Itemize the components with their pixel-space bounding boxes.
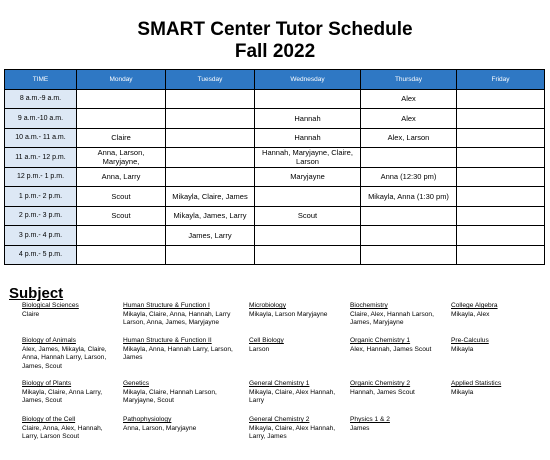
subject-name: Pathophysiology (123, 416, 172, 423)
monday-cell: Scout (77, 187, 166, 207)
wednesday-cell (255, 245, 361, 265)
subject-name: Applied Statistics (451, 380, 502, 387)
table-row (5, 187, 545, 207)
subject-entry (22, 302, 118, 319)
subject-name: Biological Sciences (22, 302, 79, 309)
tuesday-cell: Mikayla, James, Larry (166, 206, 255, 226)
time-cell: 11 a.m.- 12 p.m. (5, 148, 77, 168)
subject-tutors: James (350, 424, 370, 432)
header-monday: Monday (77, 70, 166, 90)
subject-tutors: Mikayla, Larson Maryjayne (249, 310, 328, 318)
subject-entry (123, 302, 245, 328)
subject-name: Biology of the Cell (22, 416, 76, 423)
page-subtitle: Fall 2022 (234, 41, 316, 62)
subject-tutors: Claire, Anna, Alex, Hannah, Larry, Larson Scout (22, 424, 103, 441)
monday-cell: Claire (77, 128, 166, 148)
tuesday-cell (166, 109, 255, 129)
subject-name: Biochemistry (350, 302, 388, 309)
subject-name: College Algebra (451, 302, 498, 309)
wednesday-cell: Hannah (255, 128, 361, 148)
thursday-cell (361, 206, 457, 226)
subject-entry (350, 380, 446, 397)
subject-entry (350, 302, 446, 328)
table-row (5, 245, 545, 265)
header-time: TIME (5, 70, 77, 90)
tuesday-cell (166, 128, 255, 148)
subject-entry (123, 416, 245, 433)
time-cell: 12 p.m.- 1 p.m. (5, 167, 77, 187)
subject-name: Pre-Calculus (451, 337, 489, 344)
thursday-cell: Alex (361, 89, 457, 109)
friday-cell (457, 148, 545, 168)
subject-entry (451, 302, 547, 319)
tuesday-cell (166, 245, 255, 265)
table-row (5, 226, 545, 246)
header-friday: Friday (457, 70, 545, 90)
time-cell: 8 a.m.-9 a.m. (5, 89, 77, 109)
wednesday-cell: Hannah, Maryjayne, Claire, Larson (255, 148, 361, 168)
subject-tutors: Mikayla, Anna, Hannah Larry, Larson, James (123, 345, 233, 362)
subject-entry (22, 337, 118, 371)
subject-tutors: Mikayla (451, 345, 474, 353)
tuesday-cell: Mikayla, Claire, James (166, 187, 255, 207)
subject-entry (22, 416, 118, 442)
table-row (5, 167, 545, 187)
monday-cell: Scout (77, 206, 166, 226)
header-tuesday: Tuesday (166, 70, 255, 90)
subject-entry (249, 380, 345, 406)
time-cell: 10 a.m.- 11 a.m. (5, 128, 77, 148)
page-title: SMART Center Tutor Schedule (137, 19, 413, 40)
subject-entry (451, 380, 547, 397)
friday-cell (457, 187, 545, 207)
subject-name: Biology of Plants (22, 380, 72, 387)
subject-entry (350, 337, 446, 354)
subject-tutors: Claire (22, 310, 40, 318)
subject-tutors: Hannah, James Scout (350, 388, 415, 396)
subject-entry (123, 380, 245, 406)
subject-entry (123, 337, 245, 363)
table-row (5, 109, 545, 129)
friday-cell (457, 167, 545, 187)
time-cell: 3 p.m.- 4 p.m. (5, 226, 77, 246)
friday-cell (457, 245, 545, 265)
subject-name: General Chemistry 1 (249, 380, 310, 387)
thursday-cell: Anna (12:30 pm) (361, 167, 457, 187)
friday-cell (457, 128, 545, 148)
thursday-cell (361, 148, 457, 168)
header-wednesday: Wednesday (255, 70, 361, 90)
thursday-cell (361, 226, 457, 246)
wednesday-cell: Maryjayne (255, 167, 361, 187)
subject-name: Genetics (123, 380, 150, 387)
subject-tutors: Claire, Alex, Hannah Larson, James, Maryjayne (350, 310, 434, 327)
time-cell: 9 a.m.-10 a.m. (5, 109, 77, 129)
table-row (5, 148, 545, 168)
subject-tutors: Anna, Larson, Maryjayne (123, 424, 197, 432)
subject-tutors: Mikayla, Claire, Hannah Larson, Maryjayne, Scout (123, 388, 217, 405)
thursday-cell: Alex, Larson (361, 128, 457, 148)
monday-cell: Anna, Larson, Maryjayne, (77, 148, 166, 168)
subject-tutors: Alex, Hannah, James Scout (350, 345, 432, 353)
subject-entry (249, 416, 345, 442)
schedule-header-row (5, 70, 545, 90)
wednesday-cell: Scout (255, 206, 361, 226)
monday-cell (77, 245, 166, 265)
table-row (5, 206, 545, 226)
subject-entry (249, 337, 345, 354)
subject-name: General Chemistry 2 (249, 416, 310, 423)
thursday-cell: Mikayla, Anna (1:30 pm) (361, 187, 457, 207)
time-cell: 4 p.m.- 5 p.m. (5, 245, 77, 265)
friday-cell (457, 89, 545, 109)
subject-entry (249, 302, 345, 319)
subject-name: Human Structure & Function II (123, 337, 212, 344)
subject-entry (350, 416, 446, 433)
wednesday-cell: Hannah (255, 109, 361, 129)
header-thursday: Thursday (361, 70, 457, 90)
table-row (5, 89, 545, 109)
subject-name: Organic Chemistry 2 (350, 380, 411, 387)
subject-name: Human Structure & Function I (123, 302, 210, 309)
table-row (5, 128, 545, 148)
wednesday-cell (255, 187, 361, 207)
friday-cell (457, 226, 545, 246)
wednesday-cell (255, 226, 361, 246)
monday-cell (77, 109, 166, 129)
tuesday-cell (166, 89, 255, 109)
subject-name: Cell Biology (249, 337, 284, 344)
tuesday-cell: James, Larry (166, 226, 255, 246)
monday-cell (77, 226, 166, 246)
subject-entry (22, 380, 118, 406)
time-cell: 1 p.m.- 2 p.m. (5, 187, 77, 207)
wednesday-cell (255, 89, 361, 109)
subject-name: Microbiology (249, 302, 287, 309)
tuesday-cell (166, 167, 255, 187)
friday-cell (457, 206, 545, 226)
monday-cell (77, 89, 166, 109)
time-cell: 2 p.m.- 3 p.m. (5, 206, 77, 226)
thursday-cell (361, 245, 457, 265)
schedule-table (4, 69, 545, 265)
subject-tutors: Mikayla, Claire, Anna Larry, James, Scout (22, 388, 103, 405)
subject-tutors: Mikayla, Claire, Alex Hannah, Larry (249, 388, 336, 405)
friday-cell (457, 109, 545, 129)
subject-tutors: Mikayla (451, 388, 474, 396)
subject-tutors: Larson (249, 345, 270, 353)
subject-tutors: Mikayla, Alex (451, 310, 490, 318)
subject-entry (451, 337, 547, 354)
monday-cell: Anna, Larry (77, 167, 166, 187)
subject-tutors: Mikayla, Claire, Anna, Hannah, Larry Larson, Anna, James, Maryjayne (123, 310, 231, 327)
tuesday-cell (166, 148, 255, 168)
subject-name: Organic Chemistry 1 (350, 337, 411, 344)
subject-tutors: Alex, James, Mikayla, Claire, Anna, Hannah Larry, Larson, James, Scout (22, 345, 107, 370)
subject-name: Biology of Animals (22, 337, 76, 344)
subject-name: Physics 1 & 2 (350, 416, 390, 423)
subject-heading: Subject (9, 285, 64, 302)
subject-tutors: Mikayla, Claire, Alex Hannah, Larry, James (249, 424, 336, 441)
thursday-cell: Alex (361, 109, 457, 129)
